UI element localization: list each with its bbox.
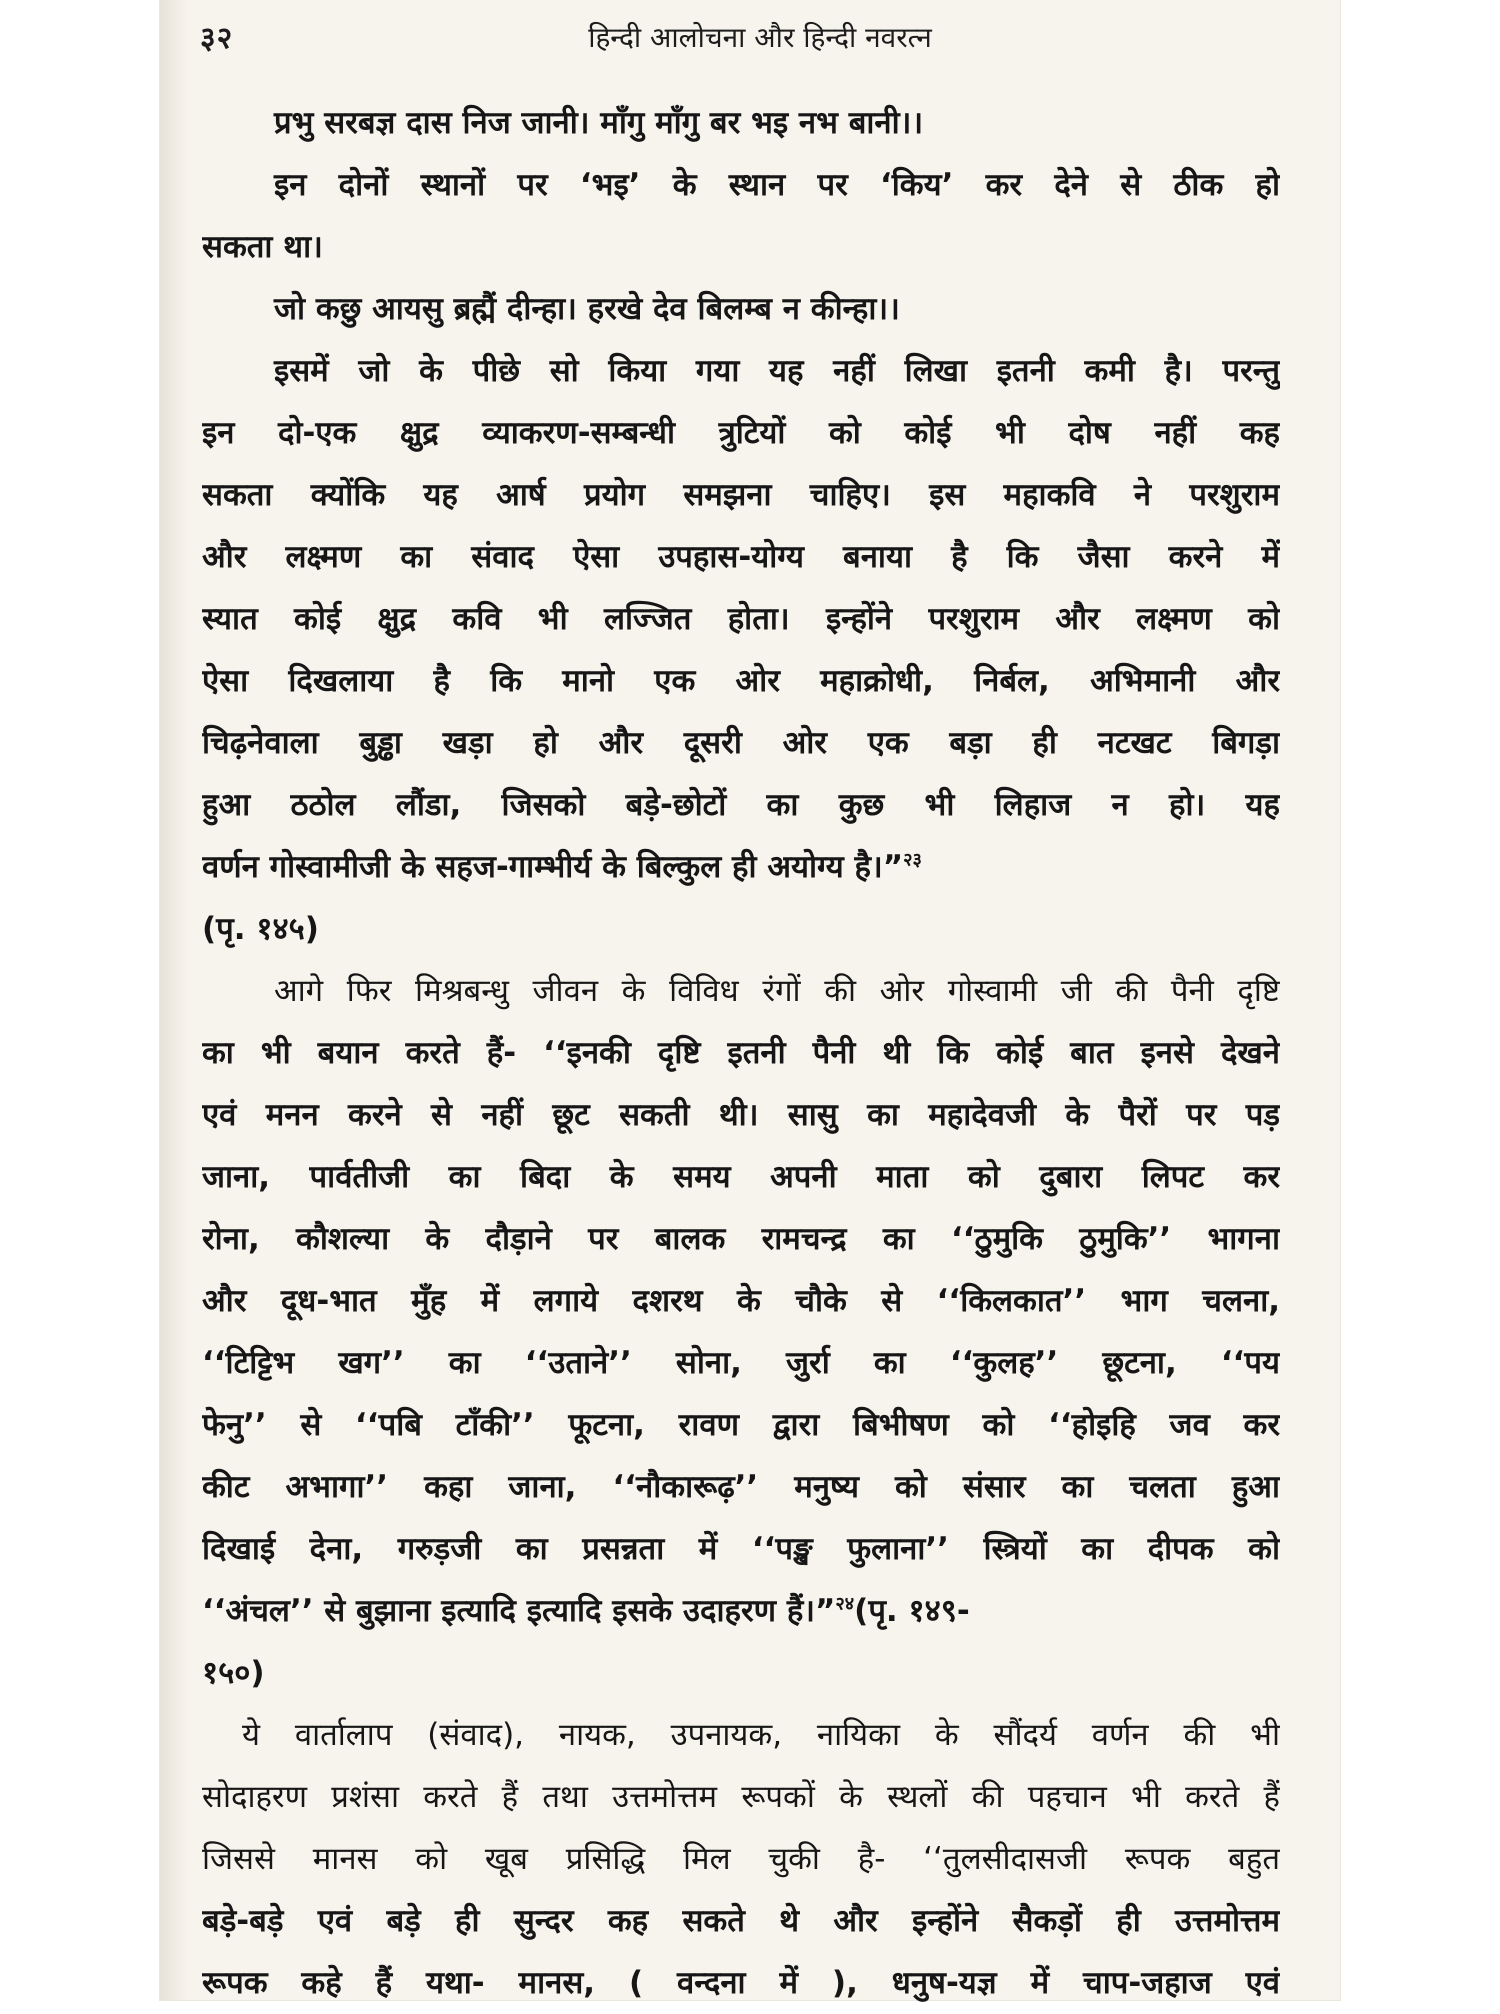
text-line-with-footnote [202, 836, 1280, 898]
text-line: आगे फिर मिश्रबन्धु जीवन के विविध रंगों की ओर गोस्वामी जी की पैनी दृष्टि [274, 973, 1280, 1009]
text-line: सोदाहरण प्रशंसा करते हैं तथा उत्तमोत्तम रूपकों के स्थलों की पहचान भी करते हैं [202, 1779, 1280, 1815]
text-line-with-footnote [202, 1580, 1280, 1642]
text-line: जाना, पार्वतीजी का बिदा के समय अपनी माता को दुबारा लिपट कर [202, 1159, 1280, 1195]
verse-line: प्रभु सरबज्ञ दास निज जानी। माँगु माँगु बर भइ नभ बानी।। [274, 105, 924, 141]
text-line: बड़े-बड़े एवं बड़े ही सुन्दर कह सकते थे और इन्होंने सैकड़ों ही उत्तमोत्तम [202, 1903, 1280, 1939]
text-line: रूपक कहे हैं यथा- मानस, ( वन्दना में ), धनुष-यज्ञ में चाप-जहाज एवं [202, 1965, 1280, 2001]
text-line: रोना, कौशल्या के दौड़ाने पर बालक रामचन्द्र का ‘‘ठुमुकि ठुमुकि’’ भागना [202, 1221, 1280, 1257]
verse-line: जो कछु आयसु ब्रह्मैं दीन्हा। हरखे देव बिलम्ब न कीन्हा।। [274, 291, 900, 327]
text-line: दिखाई देना, गरुड़जी का प्रसन्नता में ‘‘पङ्ख फुलाना’’ स्त्रियों का दीपक को [202, 1531, 1280, 1567]
text-line: स्यात कोई क्षुद्र कवि भी लज्जित होता। इन्होंने परशुराम और लक्ष्मण को [202, 601, 1280, 637]
text-line: और लक्ष्मण का संवाद ऐसा उपहास-योग्य बनाया है कि जैसा करने में [202, 539, 1280, 575]
text-line: चिढ़नेवाला बुड्ढा खड़ा हो और दूसरी ओर एक बड़ा ही नटखट बिगड़ा [202, 725, 1280, 761]
text-line: और दूध-भात मुँह में लगाये दशरथ के चौके से ‘‘किलकात’’ भाग चलना, [202, 1283, 1280, 1319]
text-line: एवं मनन करने से नहीं छूट सकती थी। सासु का महादेवजी के पैरों पर पड़ [202, 1097, 1280, 1133]
page-edge-shadow [160, 0, 188, 2000]
page-header [200, 16, 1300, 66]
text-line: सकता था। [202, 229, 323, 265]
citation-start: (पृ. १४९- [854, 1593, 970, 1629]
text-line: कीट अभागा’’ कहा जाना, ‘‘नौकारूढ़’’ मनुष्य को संसार का चलता हुआ [202, 1469, 1280, 1505]
running-title: हिन्दी आलोचना और हिन्दी नवरत्न [588, 21, 932, 54]
footnote-mark: २४ [835, 1593, 855, 1615]
text-line-content: ‘‘अंचल’’ से बुझाना इत्यादि इत्यादि इसके उदाहरण हैं।” [202, 1593, 836, 1629]
text-line: इन दोनों स्थानों पर ‘भइ’ के स्थान पर ‘किय’ कर देने से ठीक हो [274, 167, 1280, 203]
body-text [202, 92, 1280, 2014]
text-line-content: वर्णन गोस्वामीजी के सहज-गाम्भीर्य के बिल्कुल ही अयोग्य है।” [202, 849, 904, 885]
book-page [160, 0, 1340, 2000]
citation-line: (पृ. १४५) [202, 911, 319, 947]
text-line: हुआ ठठोल लौंडा, जिसको बड़े-छोटों का कुछ भी लिहाज न हो। यह [202, 787, 1280, 823]
text-line: इन दो-एक क्षुद्र व्याकरण-सम्बन्धी त्रुटियों को कोई भी दोष नहीं कह [202, 415, 1280, 451]
text-line: ऐसा दिखलाया है कि मानो एक ओर महाक्रोधी, निर्बल, अभिमानी और [202, 663, 1280, 699]
text-line: फेनु’’ से ‘‘पबि टाँकी’’ फूटना, रावण द्वारा बिभीषण को ‘‘होइहि जव कर [202, 1407, 1280, 1443]
page-number: ३२ [200, 21, 234, 56]
text-line: इसमें जो के पीछे सो किया गया यह नहीं लिखा इतनी कमी है। परन्तु [274, 353, 1280, 389]
footnote-mark: २३ [903, 849, 922, 871]
citation-line: १५०) [202, 1655, 265, 1691]
text-line: जिससे मानस को खूब प्रसिद्धि मिल चुकी है- ‘‘तुलसीदासजी रूपक बहुत [202, 1841, 1280, 1877]
text-line: सकता क्योंकि यह आर्ष प्रयोग समझना चाहिए। इस महाकवि ने परशुराम [202, 477, 1280, 513]
text-line: ‘‘टिट्टिभ खग’’ का ‘‘उताने’’ सोना, जुर्रा का ‘‘कुलह’’ छूटना, ‘‘पय [202, 1345, 1280, 1381]
text-line: ये वार्तालाप (संवाद), नायक, उपनायक, नायिका के सौंदर्य वर्णन की भी [242, 1717, 1280, 1753]
text-line: का भी बयान करते हैं- ‘‘इनकी दृष्टि इतनी पैनी थी कि कोई बात इनसे देखने [202, 1035, 1280, 1071]
